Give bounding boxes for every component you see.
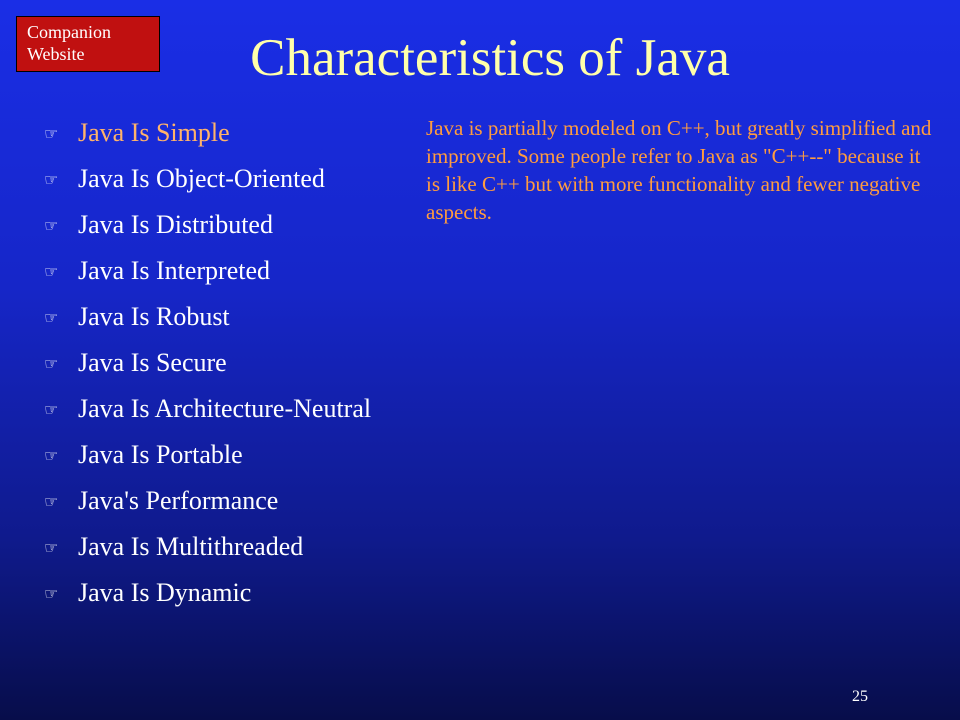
pointing-hand-icon: ☞ <box>44 123 59 143</box>
bullet-label: Java Is Dynamic <box>78 578 252 607</box>
companion-line-2: Website <box>27 44 85 64</box>
bullet-label: Java Is Portable <box>78 440 243 469</box>
bullet-item-portable <box>44 432 371 478</box>
companion-line-1: Companion <box>27 22 111 42</box>
pointing-hand-icon: ☞ <box>44 307 59 327</box>
bullet-list <box>44 110 371 616</box>
bullet-item-architecture-neutral <box>44 386 371 432</box>
page-number: 25 <box>852 688 868 705</box>
bullet-label: Java Is Distributed <box>78 210 273 239</box>
pointing-hand-icon: ☞ <box>44 169 59 189</box>
bullet-label: Java Is Architecture-Neutral <box>78 394 372 423</box>
bullet-item-object-oriented <box>44 156 371 202</box>
bullet-label: Java's Performance <box>78 486 279 515</box>
bullet-label: Java Is Interpreted <box>78 256 271 285</box>
bullet-label: Java Is Secure <box>78 348 227 377</box>
pointing-hand-icon: ☞ <box>44 399 59 419</box>
pointing-hand-icon: ☞ <box>44 261 59 281</box>
slide-title: Characteristics of Java <box>250 29 730 87</box>
bullet-label: Java Is Simple <box>78 118 230 147</box>
pointing-hand-icon: ☞ <box>44 445 59 465</box>
bullet-label: Java Is Multithreaded <box>78 532 304 561</box>
pointing-hand-icon: ☞ <box>44 537 59 557</box>
bullet-label: Java Is Robust <box>78 302 230 331</box>
bullet-item-distributed <box>44 202 371 248</box>
bullet-label: Java Is Object-Oriented <box>78 164 325 193</box>
bullet-item-secure <box>44 340 371 386</box>
pointing-hand-icon: ☞ <box>44 491 59 511</box>
bullet-item-dynamic <box>44 570 371 616</box>
bullet-item-robust <box>44 294 371 340</box>
pointing-hand-icon: ☞ <box>44 583 59 603</box>
bullet-item-multithreaded <box>44 524 371 570</box>
simple-explanation-note: Java is partially modeled on C++, but greatly simplified and improved. Some people refer to Java as "C++--" because it is like C++ but with more functionality and fewer negative aspects. <box>426 116 932 224</box>
pointing-hand-icon: ☞ <box>44 215 59 235</box>
pointing-hand-icon: ☞ <box>44 353 59 373</box>
bullet-item-simple <box>44 110 371 156</box>
bullet-item-interpreted <box>44 248 371 294</box>
bullet-item-performance <box>44 478 371 524</box>
